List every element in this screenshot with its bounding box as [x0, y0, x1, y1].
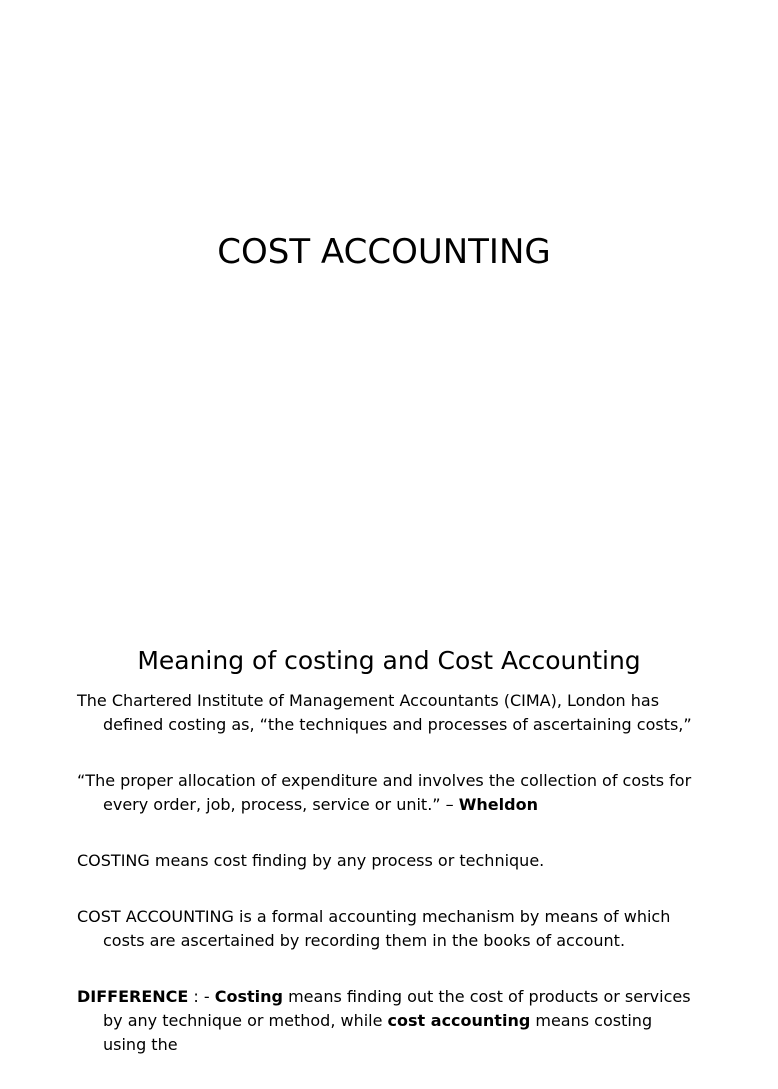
wheldon-author: Wheldon: [458, 795, 538, 814]
difference-separator: : -: [188, 987, 215, 1006]
cost-accounting-definition-paragraph: [77, 905, 697, 953]
costing-definition-text: COSTING means cost finding by any process or technique.: [77, 851, 545, 870]
slide-heading: Meaning of costing and Cost Accounting: [137, 646, 641, 675]
difference-text-2: means costing using the: [103, 1011, 653, 1054]
cima-definition-paragraph: [77, 689, 697, 737]
wheldon-quote-text: “The proper allocation of expenditure and involves the collection of costs for every order, job, process, service or unit.” –: [77, 771, 692, 814]
cima-definition-text: The Chartered Institute of Management Accountants (CIMA), London has defined costing as, “the techniques and processes of ascertaining costs,”: [77, 691, 692, 734]
cost-accounting-definition-text: COST ACCOUNTING is a formal accounting mechanism by means of which costs are ascertained by recording them in the books of account.: [77, 907, 671, 950]
difference-text-1: means finding out the cost of products or services by any technique or method, while: [103, 987, 691, 1030]
difference-paragraph: [77, 985, 697, 1057]
slide-2: [0, 576, 768, 1054]
slide-body: [77, 689, 697, 1089]
slide-title: COST ACCOUNTING: [217, 232, 551, 272]
wheldon-quote-paragraph: [77, 769, 697, 817]
costing-definition-paragraph: [77, 849, 697, 873]
difference-label: DIFFERENCE: [77, 987, 189, 1006]
difference-term-costing: Costing: [214, 987, 283, 1006]
difference-term-cost-accounting: cost accounting: [387, 1011, 531, 1030]
